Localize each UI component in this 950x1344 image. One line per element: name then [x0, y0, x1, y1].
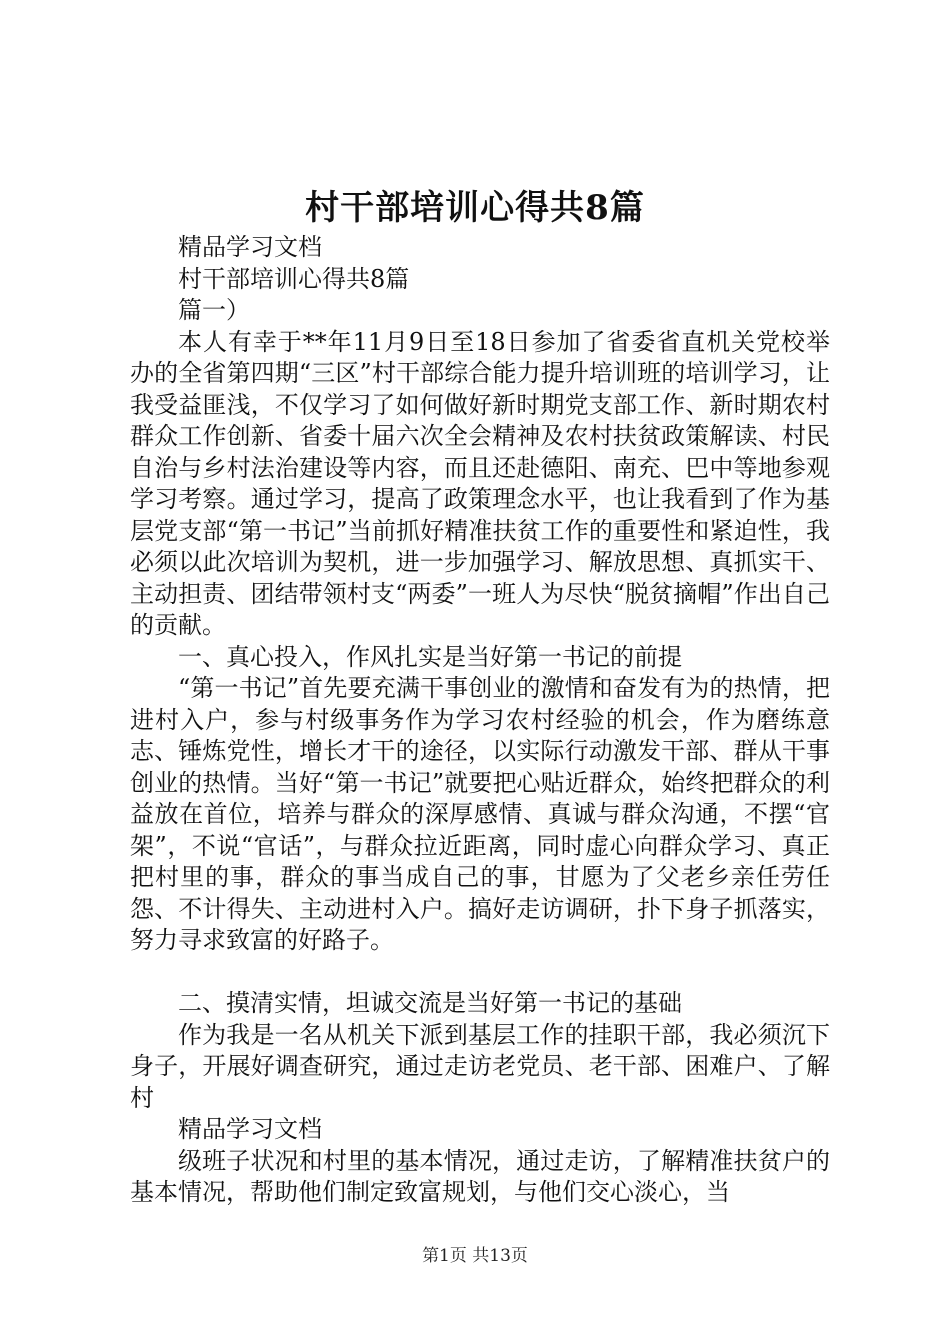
paragraph-intro: 本人有幸于**年11月9日至18日参加了省委省直机关党校举办的全省第四期“三区”村干部综合能力提升培训班的培训学习，让我受益匪浅，不仅学习了如何做好新时期党支部工作、新时期农村群众工作创新、省委十届六次全会精神及农村扶贫政策解读、村民自治与乡村法治建设等内容，而且还赴德阳、南充、巴中等地参观学习考察。通过学习，提高了政策理念水平，也让我看到了作为基层党支部“第一书记”当前抓好精准扶贫工作的重要性和紧迫性，我必须以此次培训为契机，进一步加强学习、解放思想、真抓实干、主动担责、团结带领村支“两委”一班人为尽快“脱贫摘帽”作出自己的贡献。 [130, 327, 830, 639]
document-body [130, 232, 830, 1209]
paragraph-continued: 级班子状况和村里的基本情况，通过走访，了解精准扶贫户的基本情况，帮助他们制定致富规划，与他们交心淡心，当 [130, 1146, 830, 1206]
paragraph-section-1: “第一书记”首先要充满干事创业的激情和奋发有为的热情，把进村入户，参与村级事务作为学习农村经验的机会，作为磨练意志、锤炼党性，增长才干的途径，以实际行动激发干部、群从干事创业的热情。当好“第一书记”就要把心贴近群众，始终把群众的利益放在首位，培养与群众的深厚感情、真诚与群众沟通，不摆“官架”，不说“官话”，与群众拉近距离，同时虚心向群众学习、真正把村里的事，群众的事当成自己的事，甘愿为了父老乡亲任劳任怨、不计得失、主动进村入户。搞好走访调研，扑下身子抓落实，努力寻求致富的好路子。 [130, 674, 830, 954]
page-number-footer: 第1页 共13页 [422, 1246, 528, 1266]
chapter-label: 篇一） [178, 296, 250, 324]
header-note-repeat: 精品学习文档 [178, 1115, 322, 1143]
section-heading-2: 二、摸清实情，坦诚交流是当好第一书记的基础 [178, 989, 682, 1017]
section-heading-1: 一、真心投入，作风扎实是当好第一书记的前提 [178, 642, 682, 671]
document-title: 村干部培训心得共8篇 [305, 188, 645, 228]
paragraph-section-2: 作为我是一名从机关下派到基层工作的挂职干部，我必须沉下身子，开展好调查研究，通过走访老党员、老干部、困难户、了解村 [130, 1020, 830, 1112]
document-subtitle: 村干部培训心得共8篇 [178, 264, 410, 293]
header-note: 精品学习文档 [178, 233, 322, 261]
